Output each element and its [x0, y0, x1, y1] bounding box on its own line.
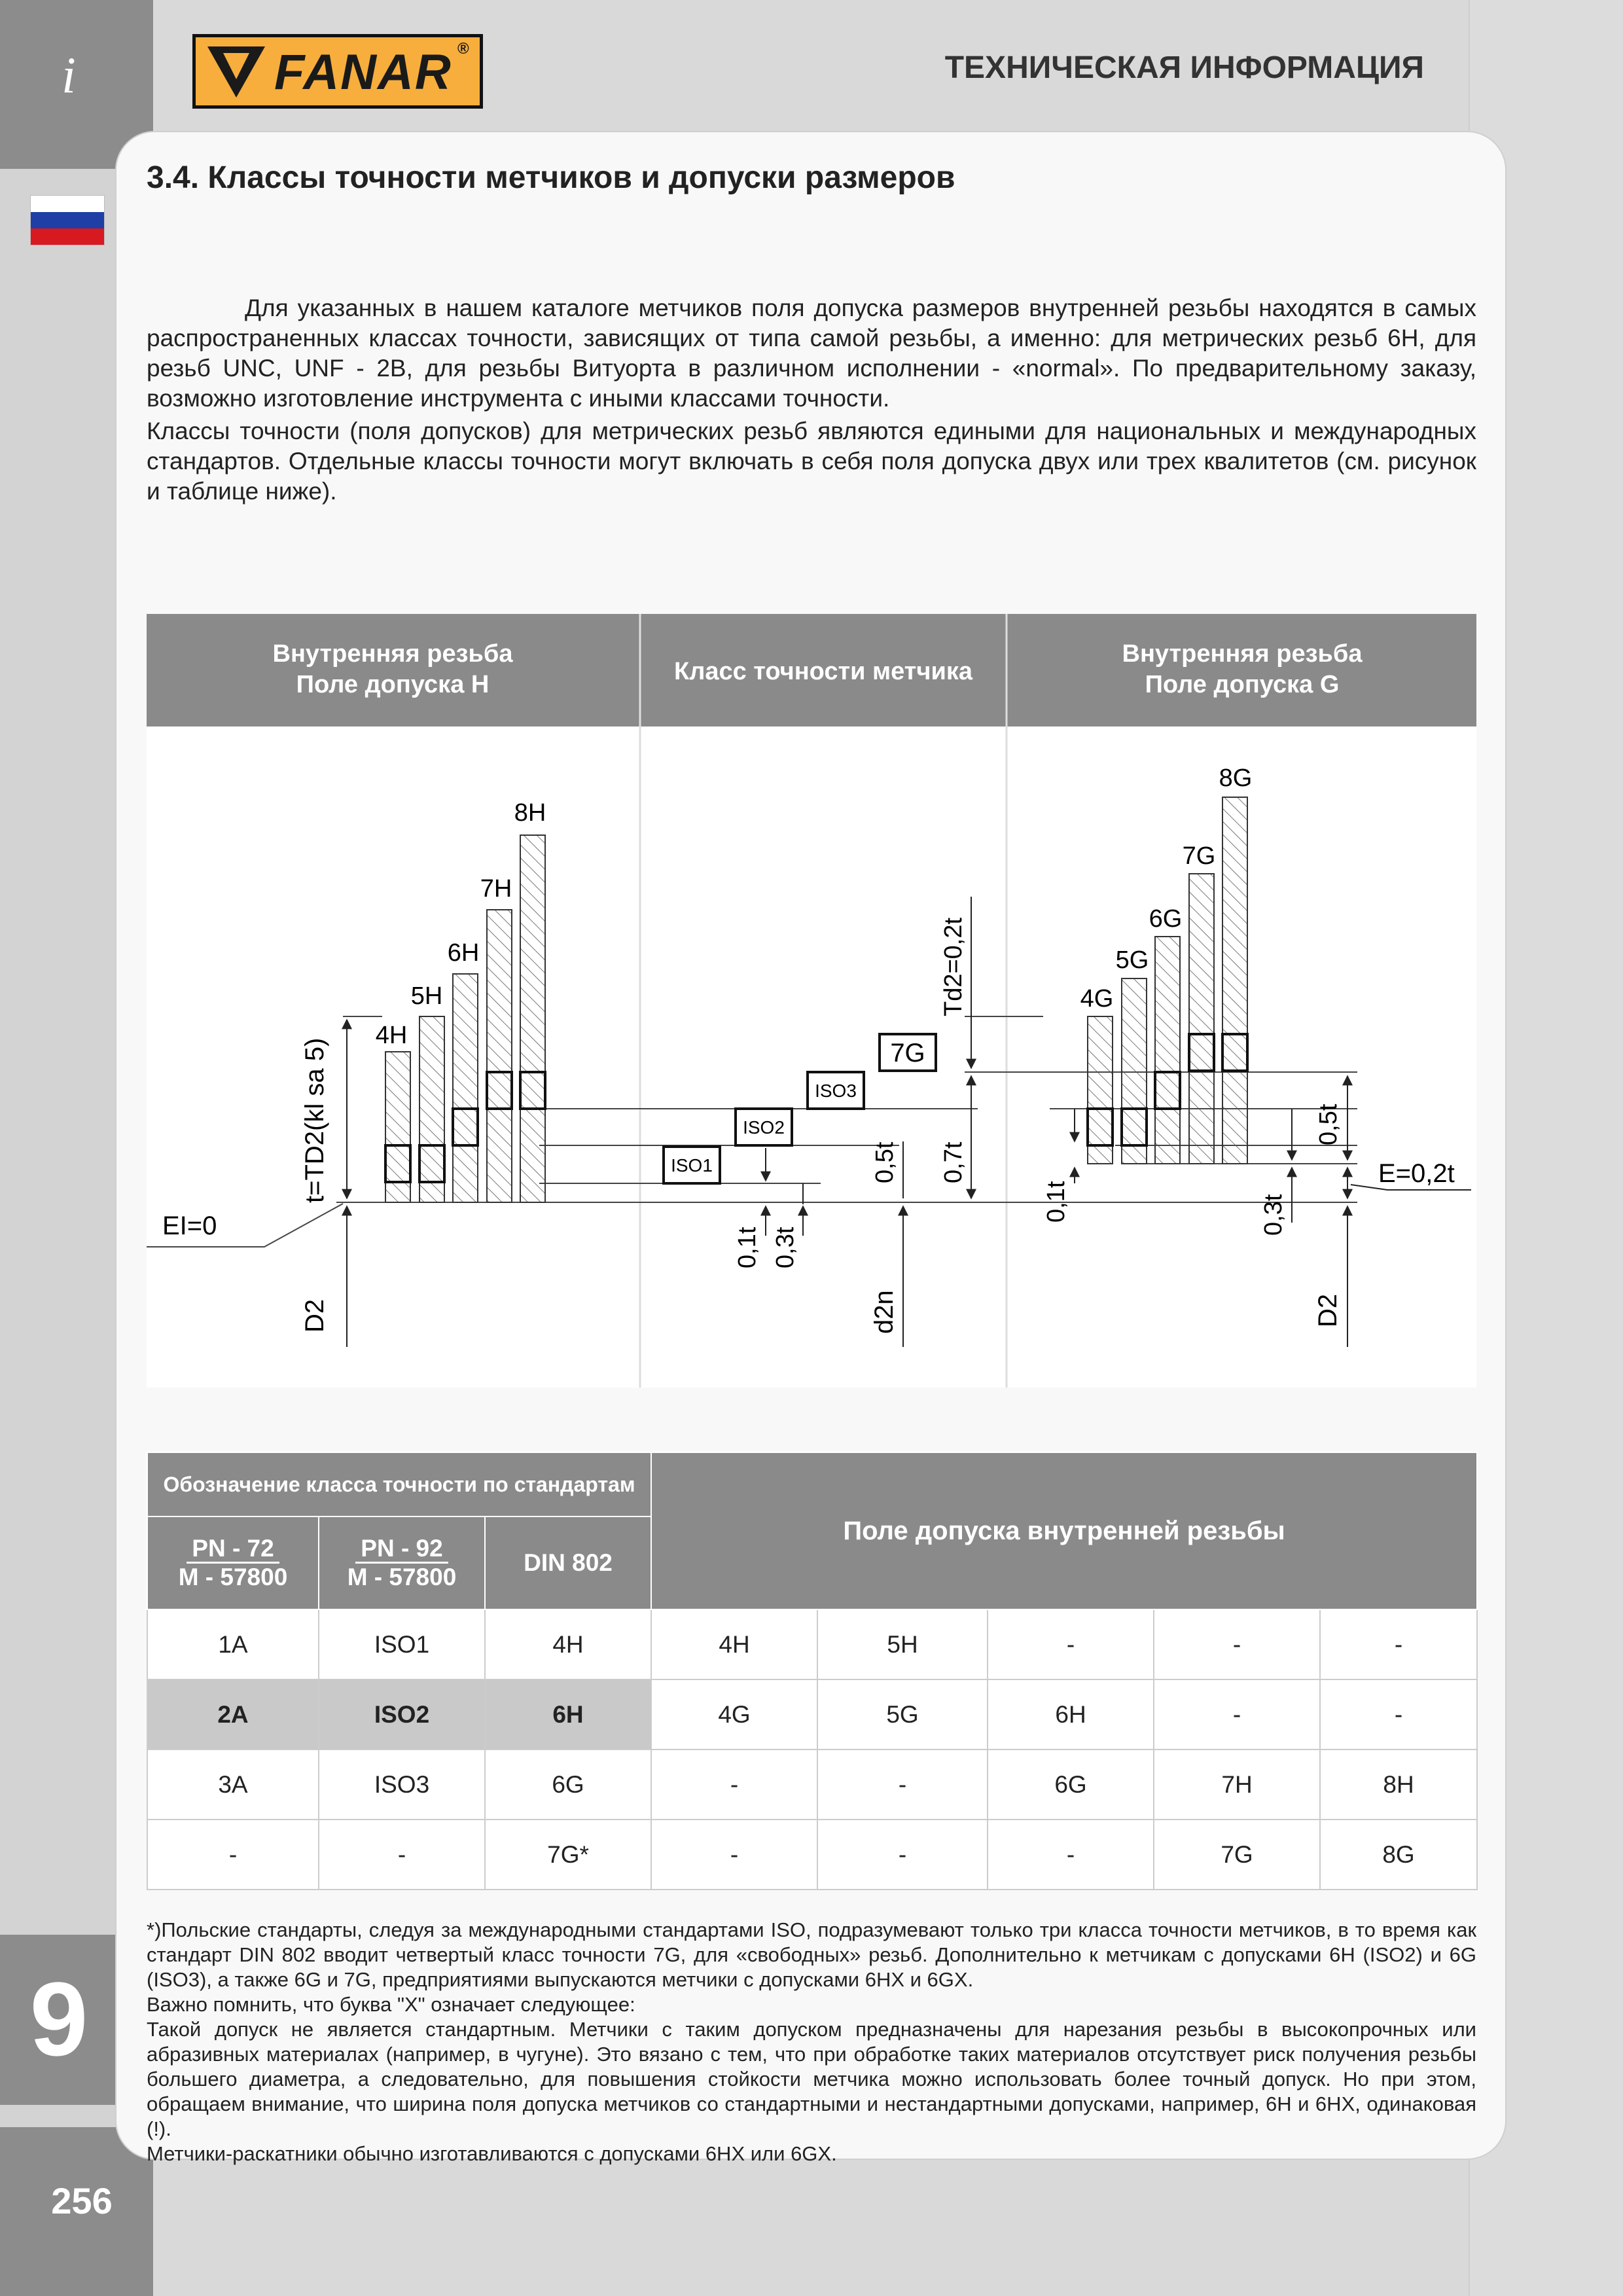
table-cell: 4G [651, 1679, 817, 1749]
col-pn92-bottom: M - 57800 [347, 1564, 457, 1590]
table-cell: 6G [988, 1749, 1154, 1820]
table-row-highlighted [147, 1679, 1477, 1749]
footnote-paragraph: *)Польские стандарты, следуя за международными стандартами ISO, подразумевают только три класса точности метчиков, в то время как стандарт DIN 802 вводит четвертый класс точности 7G, для «свободных» резьб. Дополнительно к метчикам с допусками 6H (ISO2) и 6G (ISO3), а также 6G и 7G, предприятиями выпускаются метчики с допусками 6HX и 6GX. [147, 1918, 1476, 1991]
header-tap-class: Класс точности метчика [674, 658, 972, 685]
bar-8h [520, 835, 545, 1202]
table-cell: 6G [485, 1749, 651, 1820]
footnote [147, 1918, 1476, 2166]
table-cell: - [1320, 1679, 1477, 1749]
logo-wordmark: FANAR [274, 45, 452, 100]
table-group-header: Обозначение класса точности по стандартам [147, 1452, 651, 1516]
label-t: t=TD2(kl sa 5) [300, 1037, 329, 1203]
label-7g-box: 7G [890, 1039, 925, 1067]
table-cell: - [1154, 1609, 1320, 1679]
label-5h: 5H [410, 982, 443, 1010]
col-pn92-top: PN - 92 [355, 1535, 448, 1564]
label-e: E=0,2t [1378, 1159, 1455, 1188]
label-01t-g: 0,1t [1043, 1181, 1070, 1223]
table-cell: ISO2 [319, 1679, 485, 1749]
table-cell: 2A [147, 1679, 319, 1749]
table-cell: 3A [147, 1749, 319, 1820]
footnote-paragraph: Метчики-раскатники обычно изготавливаются с допусками 6HX или 6GX. [147, 2142, 837, 2165]
table-cell: ISO1 [319, 1609, 485, 1679]
label-6g: 6G [1149, 905, 1183, 933]
label-d2-right: D2 [1313, 1293, 1342, 1327]
label-07t: 0,7t [940, 1141, 967, 1183]
tolerance-table [147, 1452, 1478, 1890]
label-5g: 5G [1115, 946, 1149, 974]
label-6h: 6H [447, 939, 480, 967]
table-row [147, 1820, 1477, 1890]
table-cell: 7H [1154, 1749, 1320, 1820]
info-icon: i [62, 46, 76, 103]
table-cell: - [988, 1609, 1154, 1679]
intro-paragraph-2: Классы точности (поля допусков) для метрических резьб являются едиными для национальных и международных стандартов. Отдельные классы точности могут включать в себя поля допуска двух или трех квалитетов (см. рисунок и таблице ниже). [147, 418, 1476, 505]
table-cell: - [1154, 1679, 1320, 1749]
table-cell: - [651, 1749, 817, 1820]
section-number: 9 [29, 1960, 88, 2077]
label-td2: Td2=0,2t [940, 917, 967, 1016]
col-pn72-top: PN - 72 [187, 1535, 279, 1564]
col-din802: DIN 802 [485, 1516, 651, 1609]
table-cell: 5G [817, 1679, 988, 1749]
table-cell: 7G* [485, 1820, 651, 1890]
tolerance-diagram [147, 614, 1476, 1388]
bar-8g [1222, 797, 1247, 1164]
footnote-paragraph: Такой допуск не является стандартным. Метчики с таким допуском предназначены для нарезания резьбы в высокопрочных или абразивных материалах (например, в чугуне). Это вязано с тем, что при обработке таких материалов отсутствует риск получения резьбы большего диаметра, а следовательно, для повышения стойкости метчика можно использовать более точный допуск. Но при этом, обращаем внимание, что ширина поля допуска метчиков со стандартными и нестандартными допусками, например, 6H и 6HX, одинаковая (!). [147, 2018, 1476, 2140]
label-4h: 4H [375, 1022, 408, 1049]
header-g-line2: Поле допуска G [1145, 671, 1340, 698]
header-g-line1: Внутренняя резьба [1122, 640, 1363, 668]
label-03t-mid: 0,3t [772, 1227, 799, 1268]
label-8h: 8H [514, 799, 546, 827]
intro-paragraph-1: Для указанных в нашем каталоге метчиков поля допуска размеров внутренней резьбы находятся в самых распространенных классах точности, зависящих от типа самой резьбы, а именно: для метрических резьб 6H, для резьб UNC, UNF - 2B, для резьбы Витуорта в различном исполнении - «normal». По предварительному заказу, возможно изготовление инструмента с иными классами точности. [147, 295, 1476, 412]
label-iso1: ISO1 [671, 1155, 713, 1175]
bar-6h [453, 974, 478, 1202]
bar-6g [1155, 937, 1180, 1164]
logo-v-icon [204, 41, 269, 100]
page-number: 256 [51, 2180, 113, 2221]
table-cell: - [1320, 1609, 1477, 1679]
bar-5h [419, 1016, 444, 1202]
label-7h: 7H [480, 875, 512, 903]
table-cell: 6H [988, 1679, 1154, 1749]
table-cell: - [988, 1820, 1154, 1890]
table-cell: 1A [147, 1609, 319, 1679]
logo-registered-mark: ® [457, 40, 469, 58]
label-4g: 4G [1080, 985, 1114, 1013]
russian-flag-icon [30, 195, 105, 245]
table-cell: 4H [651, 1609, 817, 1679]
table-cell: 5H [817, 1609, 988, 1679]
label-01t-mid: 0,1t [734, 1227, 761, 1268]
table-cell: 8G [1320, 1820, 1477, 1890]
label-iso3: ISO3 [815, 1081, 857, 1101]
table-cell: - [651, 1820, 817, 1890]
table-field-header: Поле допуска внутренней резьбы [651, 1452, 1477, 1609]
table-cell: 8H [1320, 1749, 1477, 1820]
label-d2-left: D2 [300, 1299, 329, 1333]
table-cell: 4H [485, 1609, 651, 1679]
table-cell: - [817, 1749, 988, 1820]
col-pn92 [319, 1516, 485, 1609]
table-row [147, 1749, 1477, 1820]
label-7g: 7G [1182, 842, 1216, 870]
table-cell: - [817, 1820, 988, 1890]
bar-5g [1122, 978, 1147, 1164]
table-cell: - [147, 1820, 319, 1890]
label-03t-g: 0,3t [1260, 1194, 1287, 1236]
bar-4g [1088, 1016, 1113, 1164]
table-cell: ISO3 [319, 1749, 485, 1820]
label-05t-mid: 0,5t [871, 1141, 899, 1183]
table-cell: 7G [1154, 1820, 1320, 1890]
table-row [147, 1609, 1477, 1679]
table-cell: - [319, 1820, 485, 1890]
fanar-logo [192, 34, 483, 109]
col-pn72 [147, 1516, 319, 1609]
label-iso2: ISO2 [743, 1117, 785, 1138]
label-05t-g: 0,5t [1315, 1103, 1342, 1145]
header-h-line2: Поле допуска H [296, 671, 490, 698]
header-title: ТЕХНИЧЕСКАЯ ИНФОРМАЦИЯ [944, 50, 1424, 85]
section-title: 3.4. Классы точности метчиков и допуски размеров [147, 160, 955, 195]
col-pn72-bottom: M - 57800 [178, 1564, 288, 1590]
bar-4h [385, 1052, 410, 1202]
diagram-body [147, 726, 1476, 1388]
header-h-line1: Внутренняя резьба [272, 640, 513, 668]
bar-7h [487, 910, 512, 1202]
bar-7g [1189, 874, 1214, 1164]
table-cell: 6H [485, 1679, 651, 1749]
footnote-paragraph: Важно помнить, что буква "X" означает следующее: [147, 1993, 635, 2016]
label-d2n: d2n [870, 1290, 899, 1334]
label-ei: EI=0 [162, 1211, 217, 1240]
label-8g: 8G [1219, 764, 1253, 792]
